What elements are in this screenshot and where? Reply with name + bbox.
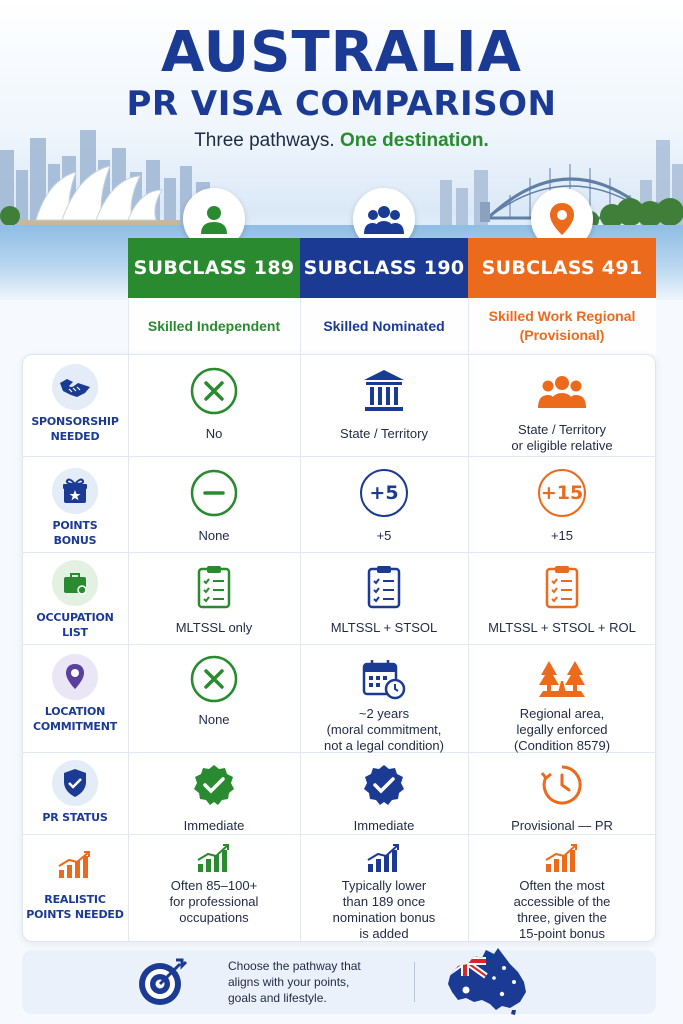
- row-label-text: LIST: [62, 626, 88, 639]
- cell-text: Provisional — PR: [511, 818, 613, 833]
- target-icon: [136, 956, 188, 1008]
- points-badge: +15: [538, 469, 586, 517]
- cell-text: or eligible relative: [511, 438, 613, 453]
- trees-road-icon: [537, 654, 587, 704]
- cell-189-points-bonus: [128, 468, 300, 544]
- cell-text: No: [205, 426, 223, 441]
- cell-text: occupations: [179, 910, 249, 925]
- cross-circle-icon: [190, 654, 238, 704]
- cell-text: MLTSSL + STSOL + ROL: [488, 620, 636, 635]
- briefcase-icon: [52, 560, 98, 606]
- bar-chart-icon: [544, 840, 580, 876]
- cell-text: nomination bonus: [332, 910, 436, 925]
- cell-189-location-commitment: [128, 654, 300, 728]
- checklist-icon: [366, 562, 402, 612]
- row-label-occupation-list: [22, 560, 128, 640]
- cell-text: 15-point bonus: [518, 926, 605, 941]
- cell-text: ~2 years: [358, 706, 410, 721]
- cell-text: accessible of the: [513, 894, 611, 909]
- cell-text: +15: [550, 528, 574, 543]
- cell-text: Immediate: [353, 818, 415, 833]
- minus-circle-icon: [190, 468, 238, 518]
- bar-chart-icon: [52, 842, 98, 888]
- page-subtitle: PR VISA COMPARISON: [126, 84, 557, 124]
- checklist-icon: [544, 562, 580, 612]
- australia-map-flag-icon: [444, 946, 534, 1018]
- cell-text: None: [198, 712, 230, 727]
- cell-491-realistic-points: [468, 840, 656, 942]
- row-label-text: POINTS: [52, 519, 98, 532]
- cell-491-points-bonus: [468, 468, 656, 544]
- cell-189-occupation-list: [128, 562, 300, 636]
- row-label-location-commitment: [22, 654, 128, 734]
- bar-chart-icon: [196, 840, 232, 876]
- cell-491-occupation-list: [468, 562, 656, 636]
- column-header-190: SUBCLASS 190: [300, 238, 468, 298]
- column-subtitle-190: Skilled Nominated: [300, 298, 468, 354]
- cell-text: MLTSSL only: [175, 620, 253, 635]
- cell-189-pr-status: [128, 760, 300, 834]
- cross-circle-icon: [190, 366, 238, 416]
- footer-line: aligns with your points,: [228, 975, 350, 989]
- group-icon: [538, 366, 586, 416]
- cell-text: for professional: [169, 894, 259, 909]
- column-header-491: SUBCLASS 491: [468, 238, 656, 298]
- cell-text: not a legal condition): [324, 738, 444, 753]
- row-divider: [22, 456, 656, 457]
- row-divider: [22, 644, 656, 645]
- cell-text: is added: [359, 926, 409, 941]
- row-label-text: POINTS NEEDED: [26, 908, 124, 921]
- clock-icon: [540, 760, 584, 810]
- location-pin-icon: [52, 654, 98, 700]
- column-subtitle-189: Skilled Independent: [128, 298, 300, 354]
- row-label-sponsorship: [22, 364, 128, 444]
- row-label-text: SPONSORSHIP: [31, 415, 119, 428]
- tagline-part-1: Three pathways.: [194, 130, 335, 151]
- row-label-text: PR STATUS: [42, 811, 108, 824]
- row-label-text: BONUS: [53, 534, 97, 547]
- page-title: AUSTRALIA: [161, 20, 522, 85]
- bar-chart-icon: [366, 840, 402, 876]
- cell-text: than 189 once: [342, 894, 426, 909]
- cell-text: Often the most: [519, 878, 605, 893]
- row-label-text: REALISTIC: [44, 893, 106, 906]
- row-divider: [22, 552, 656, 553]
- gift-star-icon: [52, 468, 98, 514]
- footer-line: goals and lifestyle.: [228, 991, 327, 1005]
- cell-text: Typically lower: [341, 878, 427, 893]
- row-label-points-bonus: [22, 468, 128, 548]
- column-subtitle-491: Skilled Work Regional (Provisional): [468, 298, 656, 354]
- cell-text: MLTSSL + STSOL: [330, 620, 438, 635]
- cell-190-pr-status: [300, 760, 468, 834]
- checklist-icon: [196, 562, 232, 612]
- cell-text: Often 85–100+: [170, 878, 258, 893]
- footer-message: [228, 958, 408, 1006]
- cell-190-occupation-list: [300, 562, 468, 636]
- column-header-189: SUBCLASS 189: [128, 238, 300, 298]
- cell-text: (moral commitment,: [326, 722, 442, 737]
- cell-190-sponsorship: [300, 366, 468, 442]
- cell-text: State / Territory: [518, 422, 606, 437]
- cell-text: Regional area,: [519, 706, 605, 721]
- cell-text: legally enforced: [516, 722, 608, 737]
- shield-check-icon: [52, 760, 98, 806]
- check-badge-icon: [192, 760, 236, 810]
- calendar-clock-icon: [362, 654, 406, 704]
- cell-491-location-commitment: [468, 654, 656, 754]
- cell-491-pr-status: [468, 760, 656, 834]
- cell-text: State / Territory: [340, 426, 428, 441]
- footer-divider: [414, 962, 415, 1002]
- cell-491-sponsorship: [468, 366, 656, 454]
- cell-text: +5: [376, 528, 392, 543]
- cell-189-realistic-points: [128, 840, 300, 926]
- points-badge: +5: [360, 469, 408, 517]
- plus-badge-icon: [538, 468, 586, 518]
- row-label-realistic-points: [22, 842, 128, 922]
- row-label-pr-status: [22, 760, 128, 825]
- cell-190-realistic-points: [300, 840, 468, 942]
- cell-text: Immediate: [183, 818, 245, 833]
- cell-text: three, given the: [517, 910, 607, 925]
- cell-190-location-commitment: [300, 654, 468, 754]
- tagline-part-2: One destination.: [339, 130, 489, 151]
- row-label-text: OCCUPATION: [36, 611, 114, 624]
- cell-text: (Condition 8579): [513, 738, 611, 753]
- handshake-icon: [52, 364, 98, 410]
- footer-line: Choose the pathway that: [228, 959, 361, 973]
- row-label-text: LOCATION: [44, 705, 106, 718]
- plus-badge-icon: [360, 468, 408, 518]
- row-divider: [22, 834, 656, 835]
- row-label-text: COMMITMENT: [32, 720, 118, 733]
- cell-text: None: [198, 528, 230, 543]
- tagline: [0, 130, 683, 152]
- row-label-text: NEEDED: [50, 430, 100, 443]
- check-badge-icon: [362, 760, 406, 810]
- government-building-icon: [362, 366, 406, 416]
- cell-190-points-bonus: [300, 468, 468, 544]
- cell-189-sponsorship: [128, 366, 300, 442]
